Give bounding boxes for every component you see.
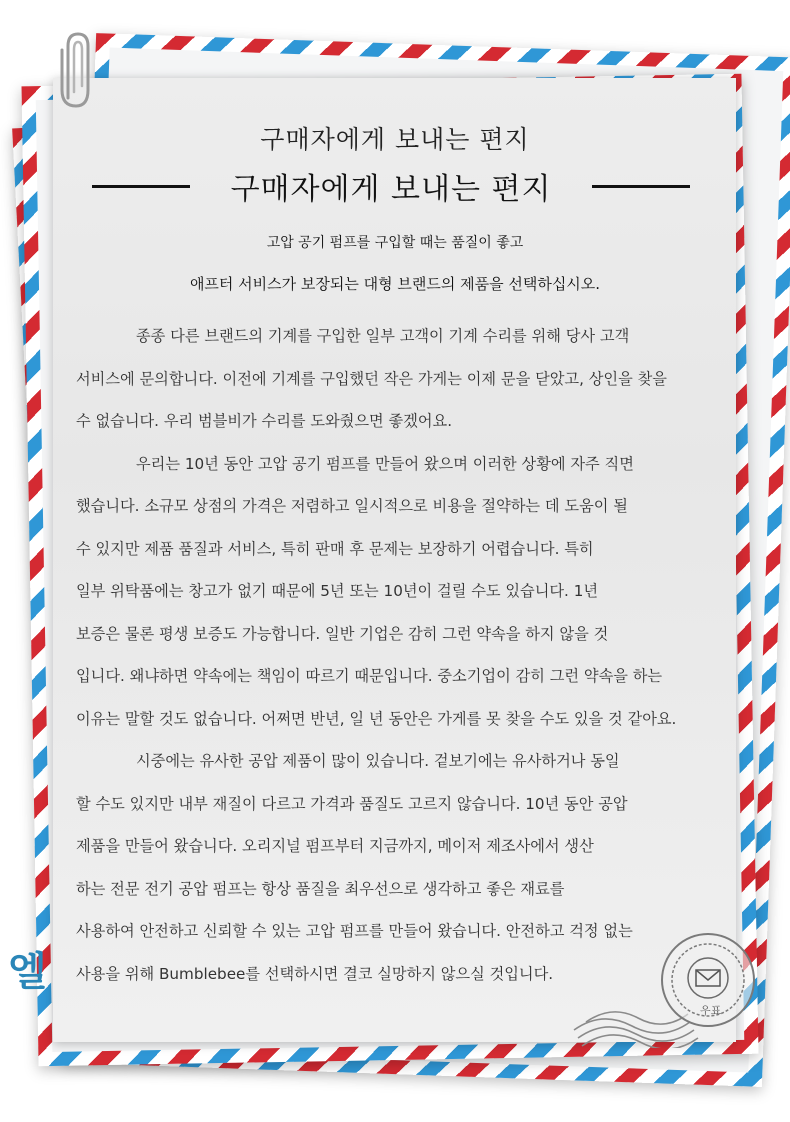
paperclip-icon (56, 28, 96, 112)
intro-line-1: 고압 공기 펌프를 구입할 때는 품질이 좋고 (266, 235, 524, 251)
body-line: 했습니다. 소규모 상점의 가격은 저렴하고 일시적으로 비용을 절약하는 데 도움이 될 (76, 497, 628, 515)
body-line: 제품을 만들어 왔습니다. 오리지널 펌프부터 지금까지, 메이저 제조사에서 생산 (76, 837, 594, 855)
body-line: 서비스에 문의합니다. 이전에 기계를 구입했던 작은 가게는 이제 문을 닫았고, 상인을 찾을 (76, 369, 667, 388)
body-line: 수 없습니다. 우리 범블비가 수리를 도와줬으면 좋겠어요. (76, 412, 453, 430)
letter-body (76, 315, 726, 995)
side-glyph-text: 엘 (8, 949, 47, 995)
letter-title-row (92, 166, 690, 206)
letter-title-small: 구매자에게 보내는 편지 (260, 125, 530, 154)
postmark-stamp-icon (572, 918, 772, 1048)
body-line: 이유는 말할 것도 없습니다. 어쩌면 반년, 일 년 동안은 가게를 못 찾을 수도 있을 것 같아요. (76, 709, 677, 728)
body-line: 종종 다른 브랜드의 기계를 구입한 일부 고객이 기계 수리를 위해 당사 고객 (136, 327, 630, 345)
body-line: 보증은 물론 평생 보증도 가능합니다. 일반 기업은 감히 그런 약속을 하지 않을 것 (76, 624, 609, 643)
body-line: 입니다. 왜냐하면 약속에는 책임이 따르기 때문입니다. 중소기업이 감히 그런 약속을 하는 (76, 667, 663, 685)
title-rule-left (92, 185, 190, 188)
body-line: 수 있지만 제품 품질과 서비스, 특히 판매 후 문제는 보장하기 어렵습니다. 특히 (76, 539, 594, 558)
body-line: 할 수도 있지만 내부 재질이 다르고 가격과 품질도 고르지 않습니다. 10년 동안 공압 (76, 794, 628, 813)
intro-line-2: 애프터 서비스가 보장되는 대형 브랜드의 제품을 선택하십시오. (189, 275, 601, 293)
body-line: 우리는 10년 동안 고압 공기 펌프를 만들어 왔으며 이러한 상황에 자주 직면 (136, 454, 634, 473)
body-line: 일부 위탁품에는 창고가 없기 때문에 5년 또는 10년이 걸릴 수도 있습니다. 1년 (76, 582, 599, 600)
stamp-label: 우표 (700, 1004, 722, 1017)
body-line: 사용하여 안전하고 신뢰할 수 있는 고압 펌프를 만들어 왔습니다. 안전하고 걱정 없는 (76, 922, 633, 940)
letter-title-large: 구매자에게 보내는 편지 (230, 172, 552, 207)
title-rule-right (592, 185, 690, 188)
body-line: 사용을 위해 Bumblebee를 선택하시면 결코 실망하지 않으실 것입니다. (76, 964, 554, 983)
body-line: 하는 전문 전기 공압 펌프는 항상 품질을 최우선으로 생각하고 좋은 재료를 (76, 879, 565, 898)
body-line: 시중에는 유사한 공압 제품이 많이 있습니다. 겉보기에는 유사하거나 동일 (136, 752, 620, 770)
